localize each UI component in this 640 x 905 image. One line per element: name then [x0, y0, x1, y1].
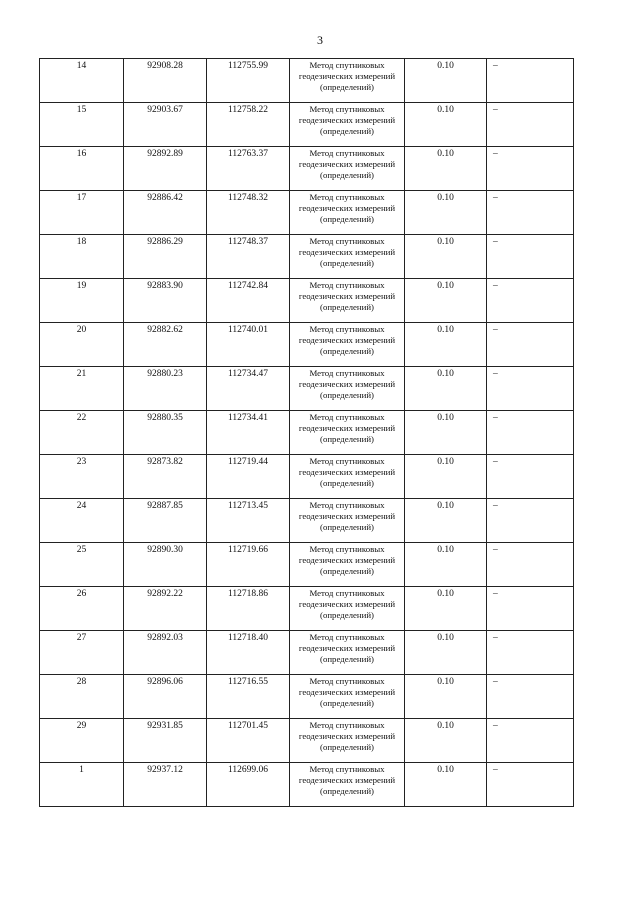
point-number-cell: 26 — [40, 587, 124, 631]
method-cell: Метод спутниковых геодезических измерений (определений) — [290, 59, 405, 103]
y-coordinate-cell: 112716.55 — [207, 675, 290, 719]
note-cell: – — [487, 235, 574, 279]
coordinates-table — [39, 58, 574, 807]
method-cell: Метод спутниковых геодезических измерений (определений) — [290, 235, 405, 279]
point-number-cell: 22 — [40, 411, 124, 455]
note-cell: – — [487, 103, 574, 147]
point-number-cell: 25 — [40, 543, 124, 587]
note-cell: – — [487, 191, 574, 235]
y-coordinate-cell: 112719.44 — [207, 455, 290, 499]
table-row — [40, 499, 574, 543]
page-number: 3 — [317, 33, 323, 47]
table-row — [40, 279, 574, 323]
method-cell: Метод спутниковых геодезических измерений (определений) — [290, 675, 405, 719]
table-row — [40, 367, 574, 411]
note-cell: – — [487, 147, 574, 191]
accuracy-cell: 0.10 — [405, 59, 487, 103]
accuracy-cell: 0.10 — [405, 719, 487, 763]
table-row — [40, 411, 574, 455]
table-row — [40, 323, 574, 367]
point-number-cell: 23 — [40, 455, 124, 499]
y-coordinate-cell: 112758.22 — [207, 103, 290, 147]
table-row — [40, 103, 574, 147]
method-cell: Метод спутниковых геодезических измерений (определений) — [290, 103, 405, 147]
note-cell: – — [487, 631, 574, 675]
point-number-cell: 1 — [40, 763, 124, 807]
method-cell: Метод спутниковых геодезических измерений (определений) — [290, 411, 405, 455]
x-coordinate-cell: 92882.62 — [124, 323, 207, 367]
method-cell: Метод спутниковых геодезических измерений (определений) — [290, 191, 405, 235]
point-number-cell: 24 — [40, 499, 124, 543]
method-cell: Метод спутниковых геодезических измерений (определений) — [290, 543, 405, 587]
accuracy-cell: 0.10 — [405, 411, 487, 455]
note-cell: – — [487, 455, 574, 499]
x-coordinate-cell: 92890.30 — [124, 543, 207, 587]
note-cell: – — [487, 59, 574, 103]
x-coordinate-cell: 92896.06 — [124, 675, 207, 719]
x-coordinate-cell: 92937.12 — [124, 763, 207, 807]
y-coordinate-cell: 112742.84 — [207, 279, 290, 323]
accuracy-cell: 0.10 — [405, 499, 487, 543]
accuracy-cell: 0.10 — [405, 543, 487, 587]
point-number-cell: 28 — [40, 675, 124, 719]
point-number-cell: 21 — [40, 367, 124, 411]
method-cell: Метод спутниковых геодезических измерений (определений) — [290, 455, 405, 499]
point-number-cell: 27 — [40, 631, 124, 675]
accuracy-cell: 0.10 — [405, 191, 487, 235]
point-number-cell: 14 — [40, 59, 124, 103]
x-coordinate-cell: 92880.23 — [124, 367, 207, 411]
accuracy-cell: 0.10 — [405, 323, 487, 367]
y-coordinate-cell: 112740.01 — [207, 323, 290, 367]
note-cell: – — [487, 411, 574, 455]
accuracy-cell: 0.10 — [405, 455, 487, 499]
point-number-cell: 18 — [40, 235, 124, 279]
note-cell: – — [487, 763, 574, 807]
x-coordinate-cell: 92880.35 — [124, 411, 207, 455]
y-coordinate-cell: 112719.66 — [207, 543, 290, 587]
note-cell: – — [487, 323, 574, 367]
point-number-cell: 15 — [40, 103, 124, 147]
point-number-cell: 20 — [40, 323, 124, 367]
x-coordinate-cell: 92873.82 — [124, 455, 207, 499]
note-cell: – — [487, 499, 574, 543]
x-coordinate-cell: 92908.28 — [124, 59, 207, 103]
y-coordinate-cell: 112701.45 — [207, 719, 290, 763]
method-cell: Метод спутниковых геодезических измерений (определений) — [290, 367, 405, 411]
accuracy-cell: 0.10 — [405, 763, 487, 807]
y-coordinate-cell: 112734.47 — [207, 367, 290, 411]
method-cell: Метод спутниковых геодезических измерений (определений) — [290, 719, 405, 763]
method-cell: Метод спутниковых геодезических измерений (определений) — [290, 763, 405, 807]
x-coordinate-cell: 92892.22 — [124, 587, 207, 631]
table-row — [40, 455, 574, 499]
method-cell: Метод спутниковых геодезических измерений (определений) — [290, 587, 405, 631]
accuracy-cell: 0.10 — [405, 631, 487, 675]
point-number-cell: 19 — [40, 279, 124, 323]
note-cell: – — [487, 587, 574, 631]
y-coordinate-cell: 112748.32 — [207, 191, 290, 235]
note-cell: – — [487, 675, 574, 719]
accuracy-cell: 0.10 — [405, 587, 487, 631]
table-row — [40, 631, 574, 675]
x-coordinate-cell: 92887.85 — [124, 499, 207, 543]
table-row — [40, 235, 574, 279]
accuracy-cell: 0.10 — [405, 279, 487, 323]
point-number-cell: 29 — [40, 719, 124, 763]
x-coordinate-cell: 92886.42 — [124, 191, 207, 235]
note-cell: – — [487, 719, 574, 763]
y-coordinate-cell: 112763.37 — [207, 147, 290, 191]
table-row — [40, 543, 574, 587]
accuracy-cell: 0.10 — [405, 367, 487, 411]
note-cell: – — [487, 367, 574, 411]
y-coordinate-cell: 112713.45 — [207, 499, 290, 543]
point-number-cell: 17 — [40, 191, 124, 235]
y-coordinate-cell: 112755.99 — [207, 59, 290, 103]
accuracy-cell: 0.10 — [405, 235, 487, 279]
y-coordinate-cell: 112748.37 — [207, 235, 290, 279]
table-row — [40, 191, 574, 235]
method-cell: Метод спутниковых геодезических измерений (определений) — [290, 147, 405, 191]
table-row — [40, 587, 574, 631]
x-coordinate-cell: 92886.29 — [124, 235, 207, 279]
point-number-cell: 16 — [40, 147, 124, 191]
accuracy-cell: 0.10 — [405, 103, 487, 147]
accuracy-cell: 0.10 — [405, 675, 487, 719]
method-cell: Метод спутниковых геодезических измерений (определений) — [290, 279, 405, 323]
table-row — [40, 675, 574, 719]
y-coordinate-cell: 112734.41 — [207, 411, 290, 455]
x-coordinate-cell: 92903.67 — [124, 103, 207, 147]
note-cell: – — [487, 279, 574, 323]
method-cell: Метод спутниковых геодезических измерений (определений) — [290, 631, 405, 675]
method-cell: Метод спутниковых геодезических измерений (определений) — [290, 323, 405, 367]
x-coordinate-cell: 92883.90 — [124, 279, 207, 323]
x-coordinate-cell: 92892.89 — [124, 147, 207, 191]
x-coordinate-cell: 92892.03 — [124, 631, 207, 675]
note-cell: – — [487, 543, 574, 587]
y-coordinate-cell: 112718.86 — [207, 587, 290, 631]
table-row — [40, 719, 574, 763]
table-row — [40, 59, 574, 103]
method-cell: Метод спутниковых геодезических измерений (определений) — [290, 499, 405, 543]
table-row — [40, 147, 574, 191]
x-coordinate-cell: 92931.85 — [124, 719, 207, 763]
accuracy-cell: 0.10 — [405, 147, 487, 191]
y-coordinate-cell: 112718.40 — [207, 631, 290, 675]
table-row — [40, 763, 574, 807]
y-coordinate-cell: 112699.06 — [207, 763, 290, 807]
coordinates-table-body — [40, 59, 574, 807]
